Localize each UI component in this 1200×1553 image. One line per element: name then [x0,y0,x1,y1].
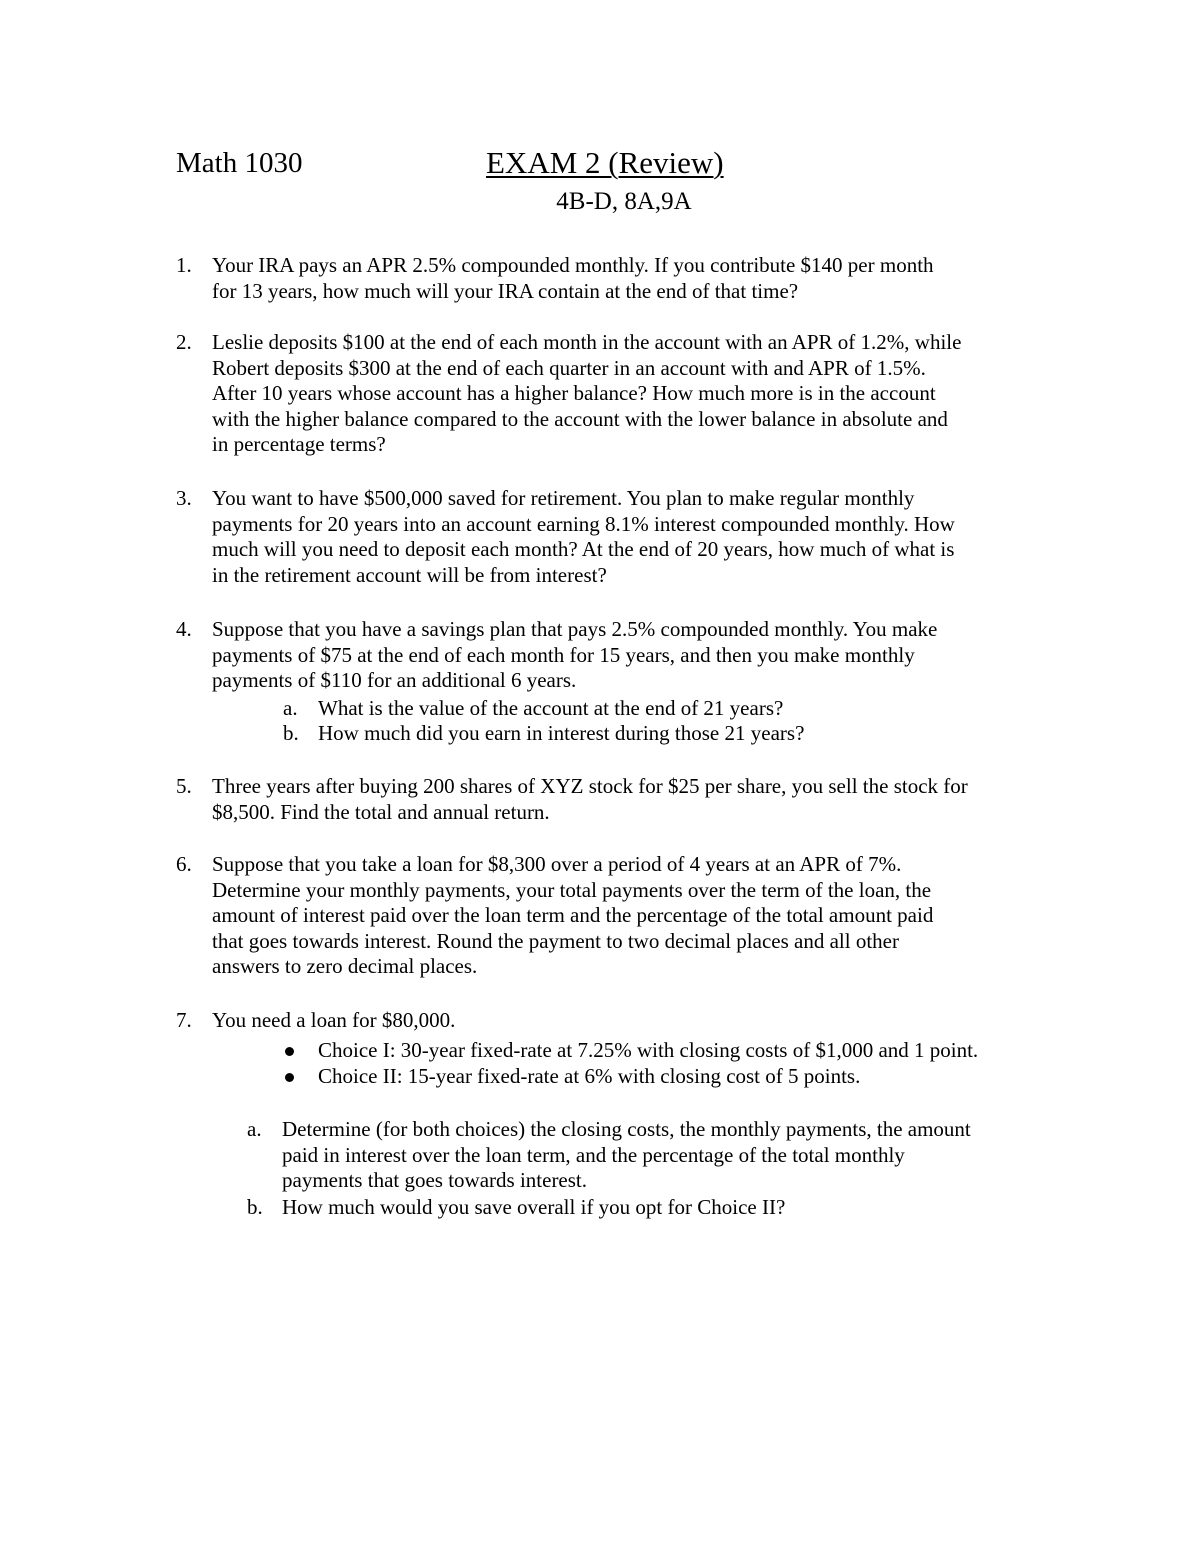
question-7-bullet-1 [283,1038,1083,1064]
part-text: How much would you save overall if you opt for Choice II? [282,1195,786,1219]
question-7-bullet-2 [283,1064,1083,1090]
question-3 [176,486,1076,588]
part-label: a. [283,696,298,720]
question-7-part-a [247,1117,1067,1194]
question-number: 2. [176,330,192,354]
question-number: 1. [176,253,192,277]
question-text: Three years after buying 200 shares of XYZ stock for $25 per share, you sell the stock for $8,500. Find the total and annual return. [212,774,968,824]
question-6 [176,852,1076,980]
question-text: Leslie deposits $100 at the end of each month in the account with an APR of 1.2%, while Robert deposits $300 at the end of each quarter in an account with and APR of 1.5%. After 10 years whose account has a higher balance? How much more is in the account with the higher balance compared to the account with the lower balance in absolute and in percentage terms? [212,330,962,457]
question-text: Your IRA pays an APR 2.5% compounded monthly. If you contribute $140 per month for 13 years, how much will your IRA contain at the end of that time? [212,253,934,303]
course-name: Math 1030 [176,147,303,179]
question-text: Suppose that you take a loan for $8,300 over a period of 4 years at an APR of 7%. Determine your monthly payments, your total payments over the term of the loan, the amount of interest paid over the loan term and the percentage of the total amount paid that goes towards interest. Round the payment to two decimal places and all other answers to zero decimal places. [212,852,934,979]
part-label: a. [247,1117,262,1141]
question-4-part-b [283,721,983,747]
part-text: What is the value of the account at the end of 21 years? [318,696,784,720]
question-text: You need a loan for $80,000. [212,1008,456,1032]
question-text: Suppose that you have a savings plan that pays 2.5% compounded monthly. You make payments of $75 at the end of each month for 15 years, and then you make monthly payments of $110 for an additional 6 years. [212,617,938,693]
part-label: b. [247,1195,263,1219]
question-7-part-b [247,1195,1067,1221]
question-text: You want to have $500,000 saved for retirement. You plan to make regular monthly payments for 20 years into an account earning 8.1% interest compounded monthly. How much will you need to deposit each month? At the end of 20 years, how much of what is in the retirement account will be from interest? [212,486,955,587]
question-number: 3. [176,486,192,510]
part-text: Determine (for both choices) the closing costs, the monthly payments, the amount paid in interest over the loan term, and the percentage of the total monthly payments that goes towards interest. [282,1117,971,1193]
question-7 [176,1008,1076,1034]
part-text: How much did you earn in interest during those 21 years? [318,721,805,745]
question-2 [176,330,1076,458]
question-number: 5. [176,774,192,798]
question-4-part-a [283,696,983,722]
question-5 [176,774,1076,825]
question-number: 4. [176,617,192,641]
exam-sections: 4B-D, 8A,9A [556,188,692,215]
question-4 [176,617,1076,694]
question-number: 7. [176,1008,192,1032]
question-number: 6. [176,852,192,876]
question-1 [176,253,1076,304]
exam-title: EXAM 2 (Review) [486,145,724,180]
part-label: b. [283,721,299,745]
bullet-icon [285,1047,294,1056]
bullet-text: Choice I: 30-year fixed-rate at 7.25% with closing costs of $1,000 and 1 point. [318,1038,979,1062]
bullet-icon [285,1073,294,1082]
bullet-text: Choice II: 15-year fixed-rate at 6% with closing cost of 5 points. [318,1064,861,1088]
